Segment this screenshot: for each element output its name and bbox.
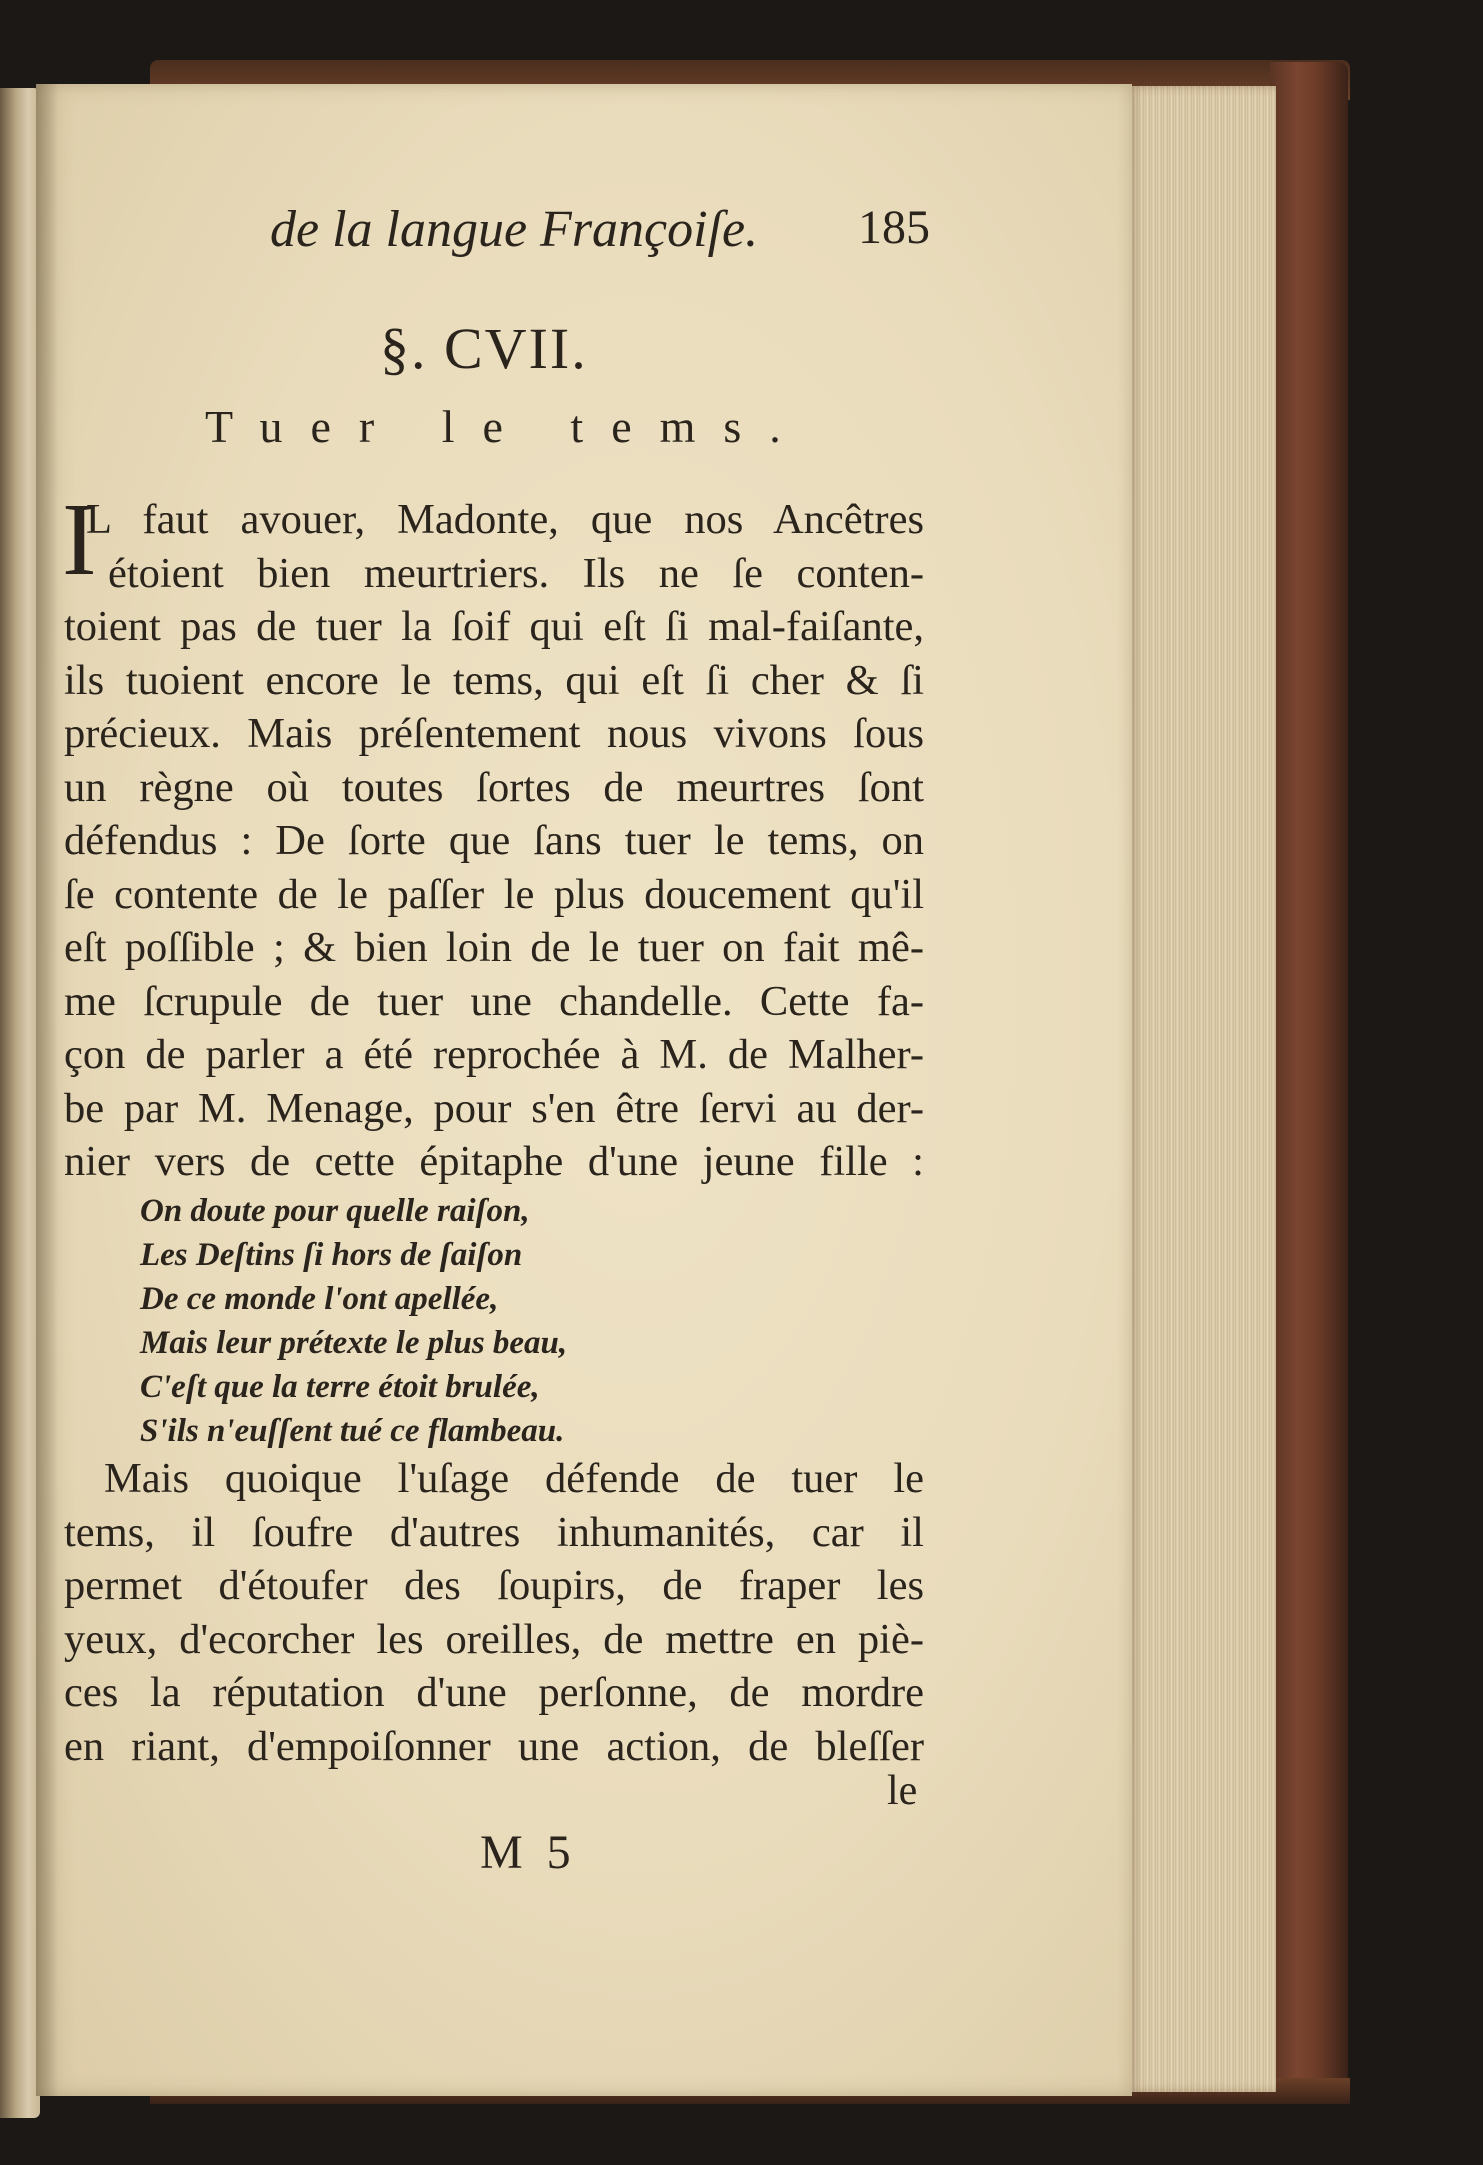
- signature-mark: M 5: [480, 1826, 577, 1879]
- page-gutter-shadow: [36, 84, 58, 2096]
- paragraph-line: permet d'étoufer des ſoupirs, de fraper les: [64, 1562, 924, 1609]
- paragraph-line: précieux. Mais préſentement nous vivons ſous: [64, 710, 924, 757]
- paragraph-line: ces la réputation d'une perſonne, de mordre: [64, 1669, 924, 1716]
- paragraph-line: be par M. Menage, pour s'en être ſervi au der-: [64, 1084, 924, 1132]
- facing-page-edge: [0, 88, 40, 2118]
- paragraph-line: nier vers de cette épitaphe d'une jeune fille :: [64, 1138, 924, 1185]
- verse-line: De ce monde l'ont apellée,: [140, 1281, 499, 1317]
- book-cover-spine-edge: [1270, 62, 1348, 2102]
- verse-line: Mais leur prétexte le plus beau,: [140, 1325, 568, 1361]
- paragraph-1: [64, 493, 924, 1189]
- paragraph-line: défendus : De ſorte que ſans tuer le tems, on: [64, 817, 924, 864]
- paragraph-line: toient pas de tuer la ſoif qui eſt ſi mal-faiſante,: [64, 603, 924, 650]
- running-head: de la langue Françoiſe.: [270, 201, 759, 258]
- paragraph-line: étoient bien meurtriers. Ils ne ſe conten-: [108, 549, 924, 597]
- verse-epitaph: [140, 1189, 567, 1453]
- page-fore-edge: [1128, 86, 1276, 2092]
- paragraph-line: L faut avouer, Madonte, que nos Ancêtres: [86, 496, 924, 543]
- section-subtitle: Tuer le tems.: [205, 401, 809, 452]
- paragraph-line: en riant, d'empoiſonner une action, de bleſſer: [64, 1722, 924, 1770]
- verse-line: C'eſt que la terre étoit brulée,: [140, 1369, 540, 1405]
- paragraph-line: tems, il ſoufre d'autres inhumanités, car il: [64, 1508, 924, 1556]
- paragraph-line: yeux, d'ecorcher les oreilles, de mettre en piè-: [64, 1615, 924, 1663]
- verse-line: Les Deſtins ſi hors de ſaiſon: [140, 1237, 523, 1273]
- drop-cap: I: [62, 482, 97, 597]
- page-number: 185: [858, 201, 930, 254]
- verse-line: S'ils n'euſſent tué ce flambeau.: [140, 1413, 565, 1449]
- paragraph-line: ils tuoient encore le tems, qui eſt ſi cher & ſi: [64, 656, 924, 704]
- paragraph-line: un règne où toutes ſortes de meurtres ſont: [64, 763, 924, 811]
- paragraph-line: me ſcrupule de tuer une chandelle. Cette fa-: [64, 977, 924, 1025]
- paragraph-line: Mais quoique l'uſage défende de tuer le: [104, 1455, 924, 1502]
- catchword: le: [887, 1768, 918, 1814]
- section-title: §. CVII.: [380, 316, 588, 381]
- paragraph-2: [64, 1452, 924, 1773]
- verse-line: On doute pour quelle raiſon,: [140, 1193, 530, 1229]
- paragraph-line: çon de parler a été reprochée à M. de Malher-: [64, 1031, 924, 1078]
- paragraph-line: eſt poſſible ; & bien loin de le tuer on fait mê-: [64, 924, 924, 971]
- paragraph-line: ſe contente de le paſſer le plus doucement qu'il: [64, 870, 924, 918]
